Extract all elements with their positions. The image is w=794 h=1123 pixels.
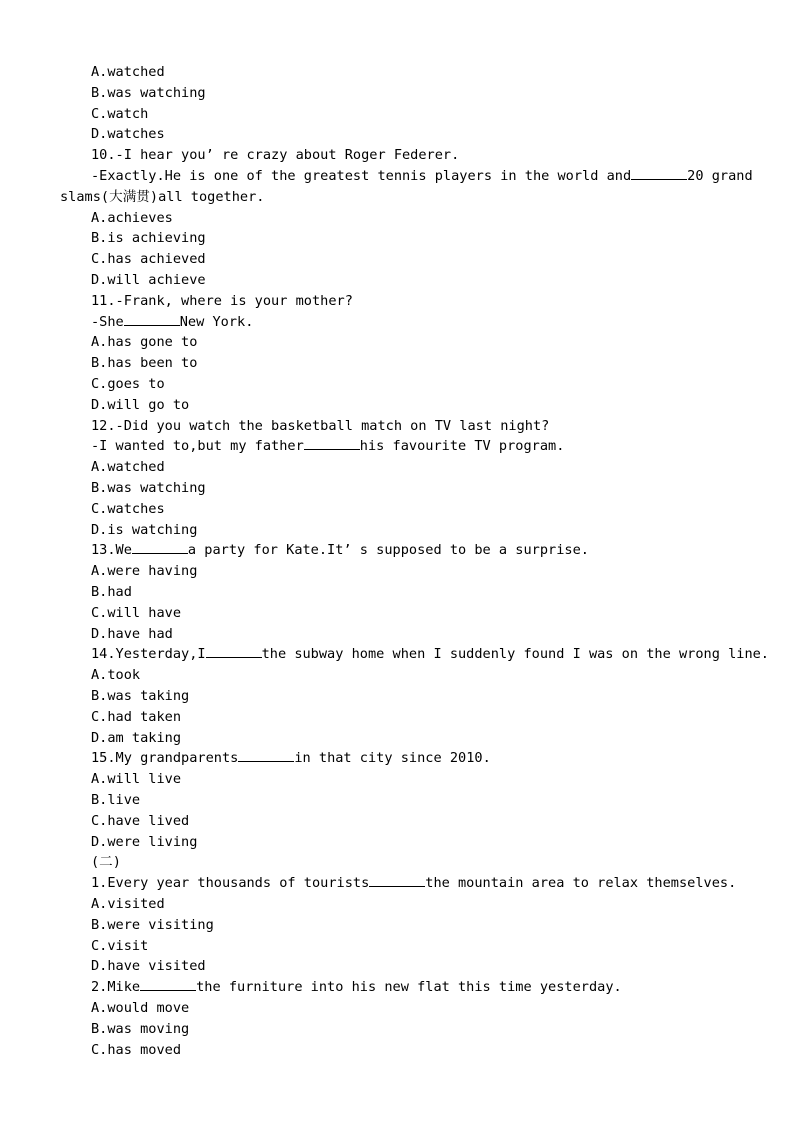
text-line: 10.-I hear you’ re crazy about Roger Federer.	[91, 147, 460, 164]
text-line: A.visited	[91, 896, 165, 912]
text-line	[91, 873, 736, 894]
text-line: A.were having	[91, 563, 198, 580]
text-line: D.will go to	[91, 396, 190, 413]
text-line: D.have had	[91, 625, 173, 642]
text-line: A.would move	[91, 1000, 190, 1016]
text-line: A.watched	[91, 64, 165, 80]
question-text: New York.	[179, 313, 254, 330]
text-line	[91, 312, 253, 333]
question-text: 15.My grandparents	[91, 750, 239, 767]
question-text: in that city since 2010.	[294, 750, 491, 767]
text-line: slams(大满贯)all together.	[60, 188, 265, 205]
text-line: A.achieves	[91, 209, 173, 226]
text-line: C.goes to	[91, 376, 165, 392]
text-line	[91, 748, 491, 769]
text-line: D.have visited	[91, 958, 206, 975]
text-line: D.were living	[91, 833, 198, 850]
text-line: B.was taking	[91, 688, 190, 704]
question-text: 20 grand	[687, 168, 753, 184]
question-text: 1.Every year thousands of tourists	[91, 875, 370, 892]
text-line	[91, 644, 769, 665]
text-line: B.was watching	[91, 480, 206, 496]
text-line: B.was moving	[91, 1020, 190, 1037]
text-line: D.watches	[91, 126, 165, 143]
text-line: 11.-Frank, where is your mother?	[91, 292, 353, 309]
question-text: the mountain area to relax themselves.	[425, 875, 737, 892]
text-line: C.has moved	[91, 1041, 182, 1058]
question-text: 14.Yesterday,I	[91, 646, 206, 663]
text-line: C.visit	[91, 937, 149, 954]
text-line: B.is achieving	[91, 230, 206, 247]
answer-blank	[238, 748, 294, 762]
text-line: A.has gone to	[91, 334, 198, 351]
text-line: D.is watching	[91, 521, 198, 538]
answer-blank	[132, 540, 188, 554]
text-line: B.live	[91, 792, 141, 808]
answer-blank	[369, 873, 425, 887]
answer-blank	[631, 166, 687, 180]
question-text: the furniture into his new flat this time yesterday.	[196, 979, 622, 996]
text-line: A.will live	[91, 771, 182, 788]
question-text: -She	[91, 313, 124, 330]
question-text: the subway home when I suddenly found I was on the wrong line.	[261, 646, 769, 663]
question-text: 13.We	[91, 542, 132, 559]
text-line	[91, 977, 622, 998]
text-line: C.will have	[91, 604, 182, 621]
text-line: (二)	[91, 854, 121, 871]
text-line: B.was watching	[91, 84, 206, 101]
text-line: C.has achieved	[91, 251, 206, 268]
text-line: C.watch	[91, 105, 149, 122]
text-line: D.am taking	[91, 729, 182, 746]
question-text: -I wanted to,but my father	[91, 438, 304, 455]
answer-blank	[206, 644, 262, 658]
question-text: a party for Kate.It’ s supposed to be a surprise.	[187, 542, 589, 559]
text-line: B.has been to	[91, 355, 198, 372]
text-line	[91, 540, 589, 561]
text-line: C.had taken	[91, 708, 182, 725]
text-line: C.have lived	[91, 812, 190, 829]
answer-blank	[304, 436, 360, 450]
text-line: A.took	[91, 667, 141, 684]
text-line: 12.-Did you watch the basketball match on TV last night?	[91, 417, 550, 434]
text-line: A.watched	[91, 459, 165, 476]
text-line: C.watches	[91, 500, 165, 517]
question-text: -Exactly.He is one of the greatest tennis players in the world and	[91, 168, 632, 184]
text-line	[91, 166, 753, 187]
question-text: his favourite TV program.	[359, 438, 565, 455]
question-text: 2.Mike	[91, 979, 141, 996]
answer-blank	[124, 312, 180, 326]
text-line: B.were visiting	[91, 916, 214, 933]
text-line	[91, 436, 564, 457]
text-line: D.will achieve	[91, 272, 206, 288]
text-line: B.had	[91, 584, 132, 600]
answer-blank	[140, 977, 196, 991]
